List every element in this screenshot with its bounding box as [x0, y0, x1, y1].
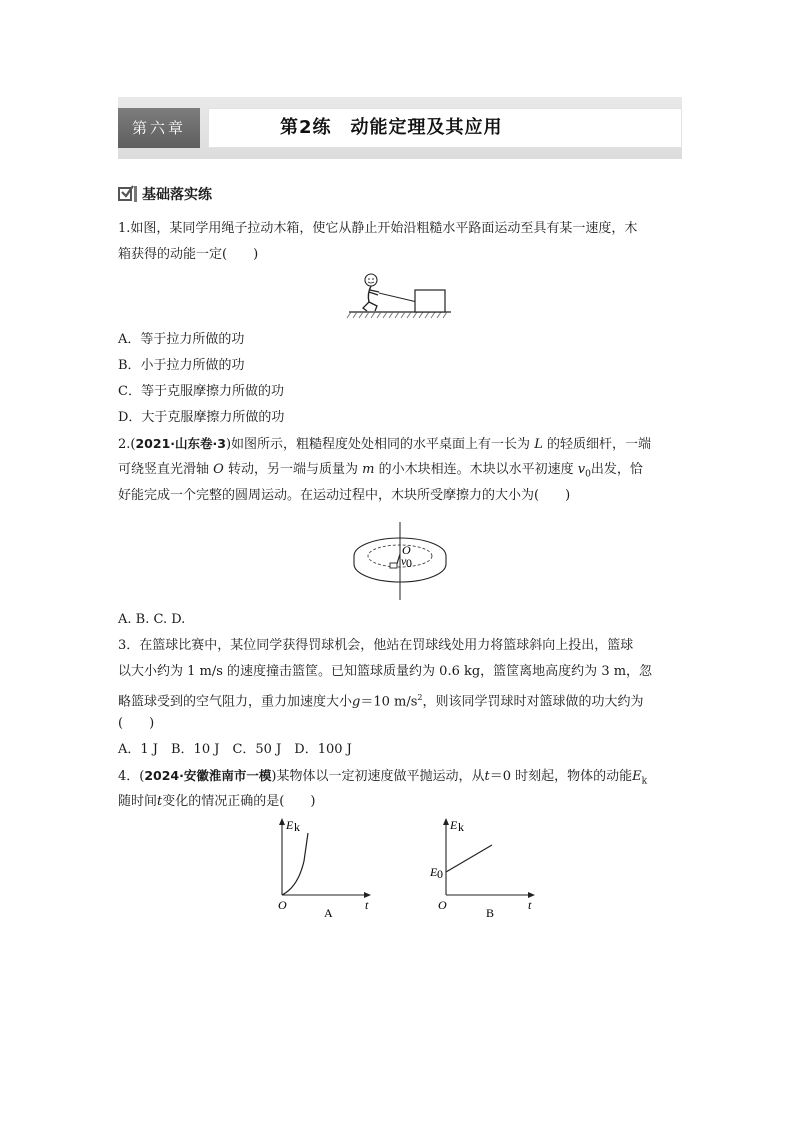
- q4-source: 2024·安徽淮南市一模: [144, 768, 272, 783]
- graph-a-ylabel: E: [286, 818, 294, 832]
- q2-source: 2021·山东卷·3: [135, 436, 226, 451]
- chapter-tag: 第六章: [118, 108, 200, 148]
- q4-line1: 4．(2024·安徽淮南市一模)某物体以一定初速度做平抛运动，从t＝0 时刻起，物体的动能$E_k$: [118, 768, 648, 787]
- q2-line1: 2.(2021·山东卷·3)如图所示，粗糙程度处处相同的水平桌面上有一长为 L 的轻质细杆，一端: [118, 436, 651, 452]
- q4-graph-a: [268, 815, 378, 923]
- q3-line4: ( ): [118, 716, 155, 731]
- page-title: 第2练 动能定理及其应用: [280, 117, 503, 138]
- graph-b-ylabel: E: [450, 818, 458, 832]
- graph-a-curve: [282, 833, 308, 895]
- q4-line2: 随时间t变化的情况正确的是( ): [118, 794, 316, 809]
- q1-line2: 箱获得的动能一定( ): [118, 247, 259, 262]
- q4-graph-b: [428, 815, 538, 923]
- q3-line2: 以大小约为 1 m/s 的速度撞击篮筐。已知篮球质量约为 0.6 kg，篮筐离地高度约为 3 m，忽: [118, 664, 653, 679]
- graph-b-y0sub: 0: [437, 867, 443, 881]
- q1-line1: 1.如图，某同学用绳子拉动木箱，使它从静止开始沿粗糙水平路面运动至具有某一速度，木: [118, 221, 638, 236]
- q3-line1: 3．在篮球比赛中，某位同学获得罚球机会，他站在罚球线处用力将篮球斜向上投出，篮球: [118, 638, 634, 653]
- rotating-table-diagram-icon: [350, 518, 450, 602]
- velocity-sub-label: 0: [406, 556, 412, 570]
- graph-a-origin: O: [278, 898, 287, 912]
- person-pulling-box-icon: [345, 270, 455, 322]
- graph-a-xlabel: t: [365, 898, 369, 912]
- q1-option-d: D．大于克服摩擦力所做的功: [118, 410, 285, 425]
- q2-line2: 可绕竖直光滑轴 O 转动，另一端与质量为 m 的小木块相连。木块以水平初速度 $v_0$出发，恰: [118, 462, 643, 480]
- q2-line3: 好能完成一个完整的圆周运动。在运动过程中，木块所受摩擦力的大小为( ): [118, 488, 571, 503]
- graph-a-ysub: k: [294, 820, 300, 834]
- q1-option-c: C．等于克服摩擦力所做的功: [118, 384, 284, 399]
- q1-figure: [345, 270, 455, 322]
- graph-b-line: [446, 845, 492, 872]
- graph-b-origin: O: [438, 898, 447, 912]
- graph-b-y0label: E: [430, 865, 438, 879]
- section-title: 基础落实练: [142, 187, 212, 203]
- q3-line3: 略篮球受到的空气阻力，重力加速度大小g＝10 $m/s^2$，则该同学罚球时对篮球做的功大约为: [118, 693, 644, 710]
- section-heading: [118, 185, 212, 203]
- graph-b-caption: B: [486, 906, 495, 920]
- graph-b-ysub: k: [458, 820, 464, 834]
- section-bar-icon: [134, 186, 137, 202]
- q2-options: A. B. C. D.: [118, 612, 186, 627]
- checkmark-icon: [118, 187, 132, 201]
- axis-o-label: O: [402, 543, 411, 557]
- velocity-label: v: [401, 554, 407, 568]
- q1-option-a: A．等于拉力所做的功: [118, 332, 245, 347]
- graph-b-xlabel: t: [528, 898, 532, 912]
- q2-figure: [350, 518, 450, 602]
- q1-option-b: B．小于拉力所做的功: [118, 358, 245, 373]
- graph-a-caption: A: [324, 906, 333, 920]
- q3-options: A．1 J B．10 J C．50 J D．100 J: [118, 742, 352, 757]
